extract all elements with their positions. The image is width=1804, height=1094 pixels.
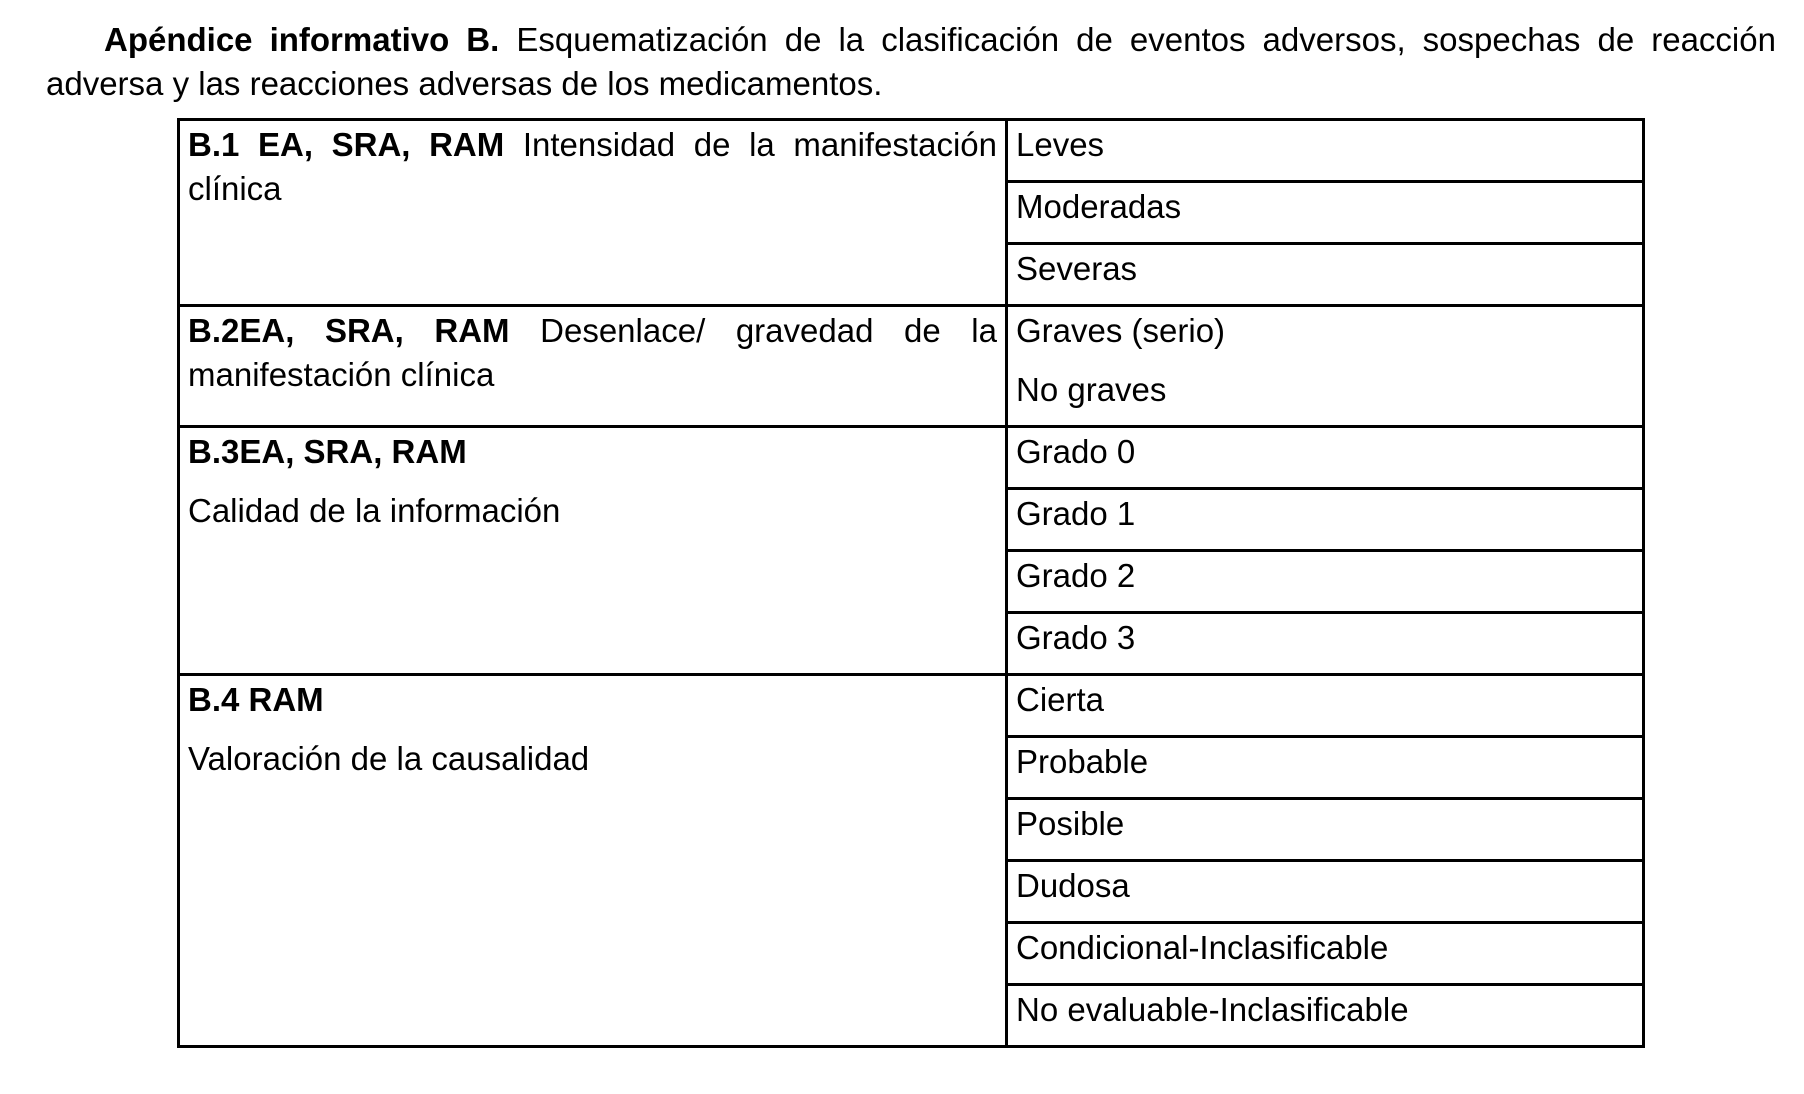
option-cell	[1007, 120, 1644, 182]
group-b1-description: Intensidad de la manifestación clínica	[188, 126, 997, 207]
classification-table	[177, 118, 1645, 1048]
option-leves: Leves	[1016, 126, 1105, 163]
option-cell	[1007, 489, 1644, 551]
option-posible: Posible	[1016, 805, 1125, 842]
appendix-description: Esquematización de la clasificación de eventos adversos, sospechas de reacción adversa y las reacciones adversas de los medicamentos.	[46, 21, 1776, 102]
group-b2-text	[188, 312, 997, 393]
appendix-title: Apéndice informativo B.	[104, 21, 500, 58]
group-b4-description: Valoración de la causalidad	[188, 740, 590, 777]
group-b3-cell	[179, 427, 1007, 675]
option-cell	[1007, 985, 1644, 1047]
group-b1-cell	[179, 120, 1007, 306]
group-b1-code: B.1 EA, SRA, RAM	[188, 126, 505, 163]
option-grado-2: Grado 2	[1016, 557, 1136, 594]
group-b2-description: Desenlace/ gravedad de la manifestación clínica	[188, 312, 997, 393]
option-cell	[1007, 737, 1644, 799]
group-b4-code-line	[188, 681, 324, 718]
option-grado-0: Grado 0	[1016, 433, 1136, 470]
option-cell	[1007, 675, 1644, 737]
table-row	[179, 675, 1644, 737]
option-moderadas: Moderadas	[1016, 188, 1182, 225]
option-probable: Probable	[1016, 743, 1149, 780]
group-b3-code-line	[188, 433, 467, 470]
option-cell	[1007, 182, 1644, 244]
option-cell	[1007, 923, 1644, 985]
option-severas: Severas	[1016, 250, 1138, 287]
intro-paragraph	[46, 18, 1776, 106]
option-grado-3: Grado 3	[1016, 619, 1136, 656]
group-b4-cell	[179, 675, 1007, 1047]
option-cierta: Cierta	[1016, 681, 1105, 718]
group-b2-code: B.2EA, SRA, RAM	[188, 312, 510, 349]
option-graves: Graves (serio)	[1016, 312, 1226, 349]
option-no-evaluable: No evaluable-Inclasificable	[1016, 991, 1409, 1028]
table-row	[179, 427, 1644, 489]
option-cell	[1007, 613, 1644, 675]
option-dudosa: Dudosa	[1016, 867, 1130, 904]
group-b2-cell	[179, 306, 1007, 427]
option-condicional: Condicional-Inclasificable	[1016, 929, 1389, 966]
option-cell	[1007, 799, 1644, 861]
option-grado-1: Grado 1	[1016, 495, 1136, 532]
group-b3-code: B.3EA, SRA, RAM	[188, 433, 467, 470]
group-b1-text	[188, 126, 997, 207]
option-no-graves: No graves	[1016, 371, 1167, 408]
option-cell	[1007, 427, 1644, 489]
option-cell	[1007, 306, 1644, 427]
group-b4-code: B.4 RAM	[188, 681, 324, 718]
option-cell	[1007, 244, 1644, 306]
table-row	[179, 306, 1644, 427]
option-cell	[1007, 551, 1644, 613]
table-row	[179, 120, 1644, 182]
option-cell	[1007, 861, 1644, 923]
group-b3-description: Calidad de la información	[188, 492, 561, 529]
